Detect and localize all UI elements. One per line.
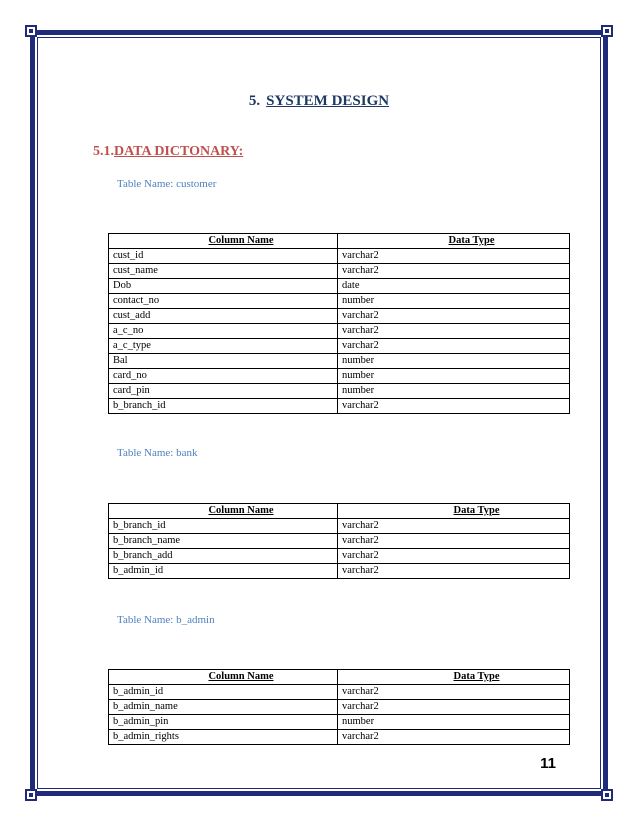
column-name-cell: cust_add	[109, 309, 338, 324]
data-type-header: Data Type	[338, 234, 570, 249]
column-name-cell: a_c_type	[109, 339, 338, 354]
column-name-cell: card_no	[109, 369, 338, 384]
column-name-cell: Dob	[109, 279, 338, 294]
data-type-cell: varchar2	[338, 519, 570, 534]
table-header-row	[109, 504, 570, 519]
section-number: 5.1.	[93, 144, 114, 159]
corner-ornament-icon	[25, 789, 37, 801]
section-heading	[93, 144, 243, 160]
section-text: DATA DICTONARY:	[114, 144, 244, 159]
table-name-customer: Table Name: customer	[117, 178, 217, 190]
b-admin-table	[108, 669, 570, 745]
data-type-cell: varchar2	[338, 534, 570, 549]
column-name-cell: cust_id	[109, 249, 338, 264]
page-number: 11	[540, 755, 556, 772]
data-type-cell: varchar2	[338, 549, 570, 564]
corner-ornament-icon	[601, 25, 613, 37]
data-type-cell: varchar2	[338, 564, 570, 579]
column-name-header: Column Name	[109, 504, 338, 519]
table-row	[109, 685, 570, 700]
data-type-cell: varchar2	[338, 399, 570, 414]
bank-table	[108, 503, 570, 579]
table-row	[109, 700, 570, 715]
table-row	[109, 519, 570, 534]
column-name-cell: b_admin_rights	[109, 730, 338, 745]
column-name-cell: b_admin_pin	[109, 715, 338, 730]
table-row	[109, 249, 570, 264]
table-header-row	[109, 670, 570, 685]
data-type-cell: number	[338, 384, 570, 399]
table-header-row	[109, 234, 570, 249]
column-name-cell: b_admin_id	[109, 564, 338, 579]
column-name-cell: b_branch_add	[109, 549, 338, 564]
table-row	[109, 279, 570, 294]
column-name-cell: cust_name	[109, 264, 338, 279]
column-name-cell: Bal	[109, 354, 338, 369]
page-title	[0, 93, 638, 110]
data-type-cell: varchar2	[338, 249, 570, 264]
table-row	[109, 730, 570, 745]
table-name-bank: Table Name: bank	[117, 447, 198, 459]
column-name-cell: b_admin_name	[109, 700, 338, 715]
table-row	[109, 715, 570, 730]
data-type-cell: number	[338, 369, 570, 384]
column-name-cell: a_c_no	[109, 324, 338, 339]
data-type-cell: varchar2	[338, 685, 570, 700]
table-row	[109, 309, 570, 324]
title-text: SYSTEM DESIGN	[266, 93, 390, 109]
table-row	[109, 534, 570, 549]
column-name-cell: card_pin	[109, 384, 338, 399]
column-name-cell: b_branch_id	[109, 399, 338, 414]
title-number: 5.	[248, 93, 261, 109]
table-row	[109, 354, 570, 369]
table-row	[109, 264, 570, 279]
data-type-cell: varchar2	[338, 264, 570, 279]
column-name-cell: b_branch_id	[109, 519, 338, 534]
column-name-header: Column Name	[109, 234, 338, 249]
column-name-cell: b_admin_id	[109, 685, 338, 700]
table-row	[109, 399, 570, 414]
table-row	[109, 339, 570, 354]
table-name-b-admin: Table Name: b_admin	[117, 614, 215, 626]
column-name-cell: b_branch_name	[109, 534, 338, 549]
table-row	[109, 549, 570, 564]
table-row	[109, 369, 570, 384]
customer-table	[108, 233, 570, 414]
data-type-cell: number	[338, 715, 570, 730]
data-type-cell: number	[338, 354, 570, 369]
data-type-cell: varchar2	[338, 730, 570, 745]
data-type-cell: varchar2	[338, 339, 570, 354]
table-row	[109, 294, 570, 309]
column-name-cell: contact_no	[109, 294, 338, 309]
table-row	[109, 384, 570, 399]
table-row	[109, 564, 570, 579]
data-type-cell: varchar2	[338, 700, 570, 715]
data-type-header: Data Type	[338, 670, 570, 685]
data-type-cell: varchar2	[338, 324, 570, 339]
data-type-header: Data Type	[338, 504, 570, 519]
column-name-header: Column Name	[109, 670, 338, 685]
corner-ornament-icon	[25, 25, 37, 37]
data-type-cell: number	[338, 294, 570, 309]
data-type-cell: date	[338, 279, 570, 294]
corner-ornament-icon	[601, 789, 613, 801]
data-type-cell: varchar2	[338, 309, 570, 324]
table-row	[109, 324, 570, 339]
